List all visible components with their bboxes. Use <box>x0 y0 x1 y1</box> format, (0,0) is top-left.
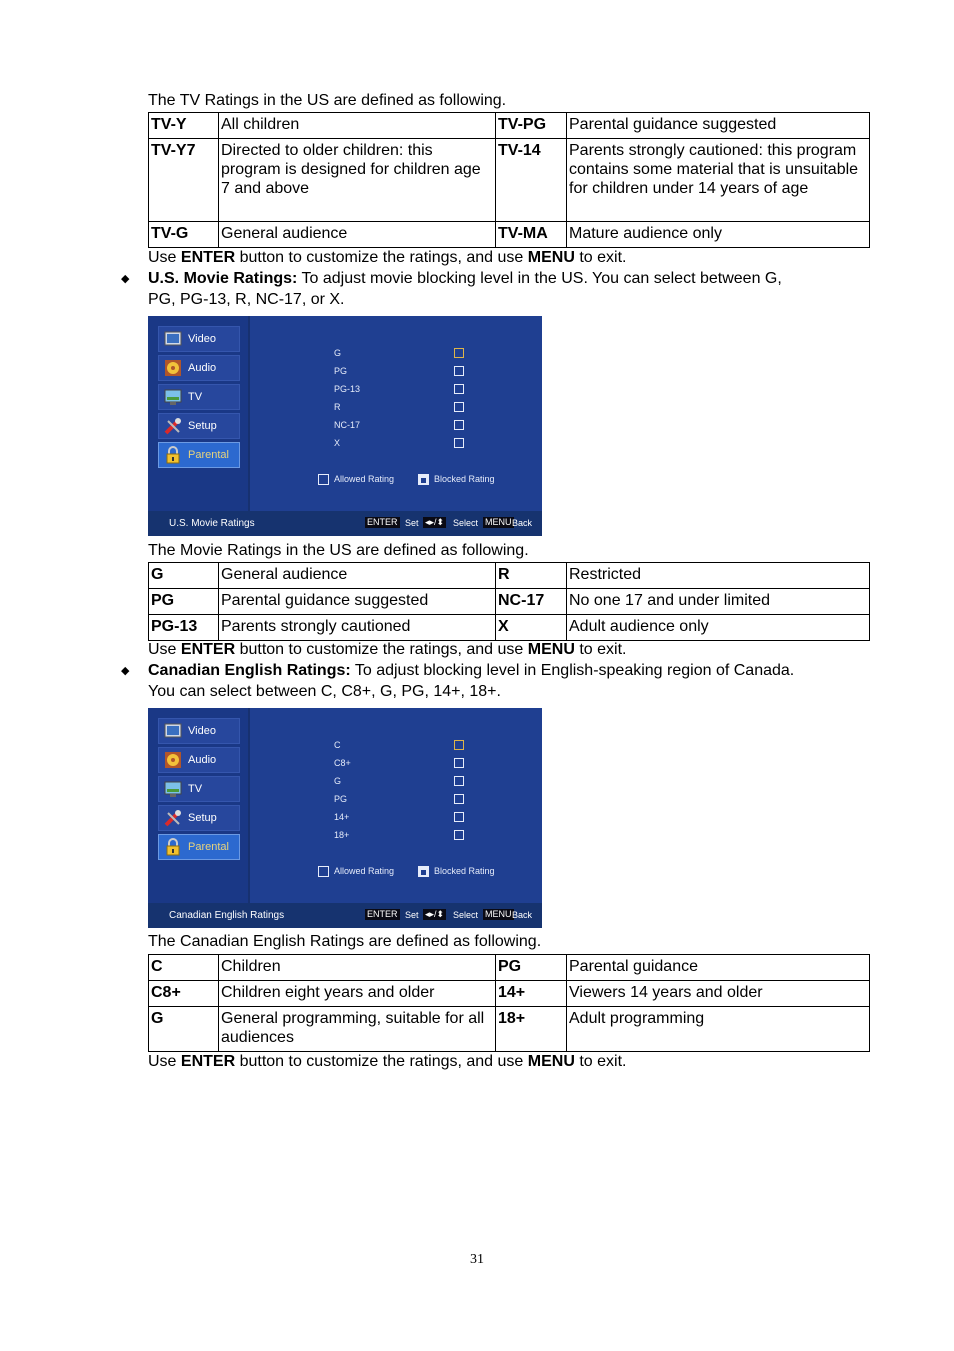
audio-icon <box>164 751 182 769</box>
rating-desc: Directed to older children: this program is designed for children age 7 and above <box>219 139 496 222</box>
rating-code: TV-PG <box>496 113 567 139</box>
rating-code: R <box>496 563 567 589</box>
rating-checkbox[interactable] <box>454 812 464 822</box>
menu-item-video[interactable]: Video <box>158 326 240 352</box>
rating-desc: All children <box>219 113 496 139</box>
bullet-icon: ◆ <box>121 665 130 677</box>
instruction-line: Use ENTER button to customize the ratings, and use MENU to exit. <box>148 641 627 658</box>
arrows-key-icon: ◂▸/⬍ <box>425 909 445 919</box>
canada-ratings-intro: The Canadian English Ratings are defined as following. <box>148 933 542 950</box>
rating-checkbox[interactable] <box>454 402 464 412</box>
instruction-line: Use ENTER button to customize the ratings, and use MENU to exit. <box>148 1053 627 1070</box>
canada-bullet-line2: You can select between C, C8+, G, PG, 14+, 18+. <box>148 683 501 700</box>
bullet-icon: ◆ <box>121 273 130 285</box>
rating-desc: Adult programming <box>567 1007 870 1052</box>
menu-key: MENU <box>485 909 512 919</box>
rating-option[interactable]: PG <box>334 794 348 804</box>
menu-item-setup[interactable]: Setup <box>158 805 240 831</box>
menu-item-tv[interactable]: TV <box>158 776 240 802</box>
osd-footer <box>148 903 542 928</box>
rating-option[interactable]: 18+ <box>334 830 350 840</box>
table-row <box>149 589 870 615</box>
rating-code: PG <box>496 955 567 981</box>
rating-option[interactable]: C8+ <box>334 758 351 768</box>
rating-code: PG-13 <box>149 615 219 641</box>
rating-checkbox[interactable] <box>454 776 464 786</box>
movie-bullet-line2: PG, PG-13, R, NC-17, or X. <box>148 291 345 308</box>
rating-desc: Restricted <box>567 563 870 589</box>
table-row <box>149 981 870 1007</box>
rating-desc: Parents strongly cautioned <box>219 615 496 641</box>
osd-title: Canadian English Ratings <box>169 910 285 921</box>
tv-ratings-intro: The TV Ratings in the US are defined as following. <box>148 92 507 109</box>
rating-checkbox[interactable] <box>454 438 464 448</box>
rating-option[interactable]: NC-17 <box>334 420 361 430</box>
rating-checkbox[interactable] <box>454 348 464 358</box>
rating-checkbox[interactable] <box>454 366 464 376</box>
allowed-box-icon <box>318 866 329 877</box>
arrows-key-icon: ◂▸/⬍ <box>425 517 445 527</box>
allowed-legend: Allowed Rating <box>334 474 395 484</box>
osd-sidebar <box>148 708 250 903</box>
rating-option[interactable]: PG <box>334 366 348 376</box>
movie-ratings-osd <box>148 316 542 536</box>
video-icon <box>164 330 182 348</box>
rating-option[interactable]: G <box>334 348 342 358</box>
blocked-lock-icon <box>418 866 429 877</box>
rating-checkbox[interactable] <box>454 794 464 804</box>
blocked-legend: Blocked Rating <box>434 866 495 876</box>
rating-desc: Parental guidance suggested <box>567 113 870 139</box>
menu-item-setup[interactable]: Setup <box>158 413 240 439</box>
canada-ratings-table <box>148 954 870 1052</box>
rating-desc: General audience <box>219 222 496 248</box>
rating-option[interactable]: C <box>334 740 341 750</box>
blocked-lock-icon <box>418 474 429 485</box>
rating-desc: Parental guidance <box>567 955 870 981</box>
lock-icon <box>164 446 182 464</box>
set-label: Set <box>405 518 419 528</box>
rating-option[interactable]: 14+ <box>334 812 350 822</box>
menu-item-parental[interactable]: Parental <box>158 442 240 468</box>
rating-code: G <box>149 563 219 589</box>
menu-item-parental[interactable]: Parental <box>158 834 240 860</box>
osd-title: U.S. Movie Ratings <box>169 518 255 529</box>
tv-ratings-table <box>148 112 870 248</box>
osd-sidebar <box>148 316 250 511</box>
allowed-legend: Allowed Rating <box>334 866 395 876</box>
rating-checkbox[interactable] <box>454 830 464 840</box>
rating-code: PG <box>149 589 219 615</box>
canada-ratings-osd <box>148 708 542 928</box>
select-label: Select <box>453 910 479 920</box>
rating-code: TV-G <box>149 222 219 248</box>
rating-option[interactable]: PG-13 <box>334 384 361 394</box>
rating-code: C <box>149 955 219 981</box>
select-label: Select <box>453 518 479 528</box>
rating-desc: Adult audience only <box>567 615 870 641</box>
rating-option[interactable]: G <box>334 776 342 786</box>
menu-key: MENU <box>485 517 512 527</box>
lock-icon <box>164 838 182 856</box>
canada-bullet-line1: Canadian English Ratings: To adjust blocking level in English-speaking region of Canada. <box>148 662 795 679</box>
audio-icon <box>164 359 182 377</box>
video-icon <box>164 722 182 740</box>
back-label: Back <box>512 518 533 528</box>
rating-checkbox[interactable] <box>454 740 464 750</box>
back-label: Back <box>512 910 533 920</box>
menu-item-audio[interactable]: Audio <box>158 355 240 381</box>
rating-option[interactable]: X <box>334 438 341 448</box>
table-row <box>149 563 870 589</box>
rating-code: TV-Y7 <box>149 139 219 222</box>
rating-code: 14+ <box>496 981 567 1007</box>
rating-desc: Children <box>219 955 496 981</box>
rating-option[interactable]: R <box>334 402 341 412</box>
rating-desc: Children eight years and older <box>219 981 496 1007</box>
rating-desc: Parents strongly cautioned: this program contains some material that is unsuitable for children under 14 years of age <box>567 139 870 222</box>
rating-checkbox[interactable] <box>454 384 464 394</box>
menu-item-tv[interactable]: TV <box>158 384 240 410</box>
table-row <box>149 222 870 248</box>
menu-item-video[interactable]: Video <box>158 718 240 744</box>
rating-code: G <box>149 1007 219 1052</box>
blocked-legend: Blocked Rating <box>434 474 495 484</box>
enter-key: ENTER <box>367 517 398 527</box>
set-label: Set <box>405 910 419 920</box>
osd-footer <box>148 511 542 536</box>
rating-code: X <box>496 615 567 641</box>
rating-checkbox[interactable] <box>454 420 464 430</box>
rating-desc: General audience <box>219 563 496 589</box>
rating-code: TV-Y <box>149 113 219 139</box>
table-row <box>149 615 870 641</box>
tools-icon <box>164 417 182 435</box>
rating-desc: Mature audience only <box>567 222 870 248</box>
rating-desc: Viewers 14 years and older <box>567 981 870 1007</box>
menu-item-audio[interactable]: Audio <box>158 747 240 773</box>
table-row <box>149 955 870 981</box>
movie-ratings-table <box>148 562 870 641</box>
rating-desc: Parental guidance suggested <box>219 589 496 615</box>
movie-bullet-line1: U.S. Movie Ratings: To adjust movie blocking level in the US. You can select between G, <box>148 270 782 287</box>
tools-icon <box>164 809 182 827</box>
rating-code: TV-14 <box>496 139 567 222</box>
table-row <box>149 1007 870 1052</box>
rating-code: NC-17 <box>496 589 567 615</box>
instruction-line: Use ENTER button to customize the ratings, and use MENU to exit. <box>148 249 627 266</box>
movie-ratings-intro: The Movie Ratings in the US are defined as following. <box>148 542 529 559</box>
enter-key: ENTER <box>367 909 398 919</box>
rating-code: C8+ <box>149 981 219 1007</box>
rating-code: 18+ <box>496 1007 567 1052</box>
tv-icon <box>164 780 182 798</box>
table-row <box>149 113 870 139</box>
rating-code: TV-MA <box>496 222 567 248</box>
table-row <box>149 139 870 222</box>
allowed-box-icon <box>318 474 329 485</box>
tv-icon <box>164 388 182 406</box>
page-number: 31 <box>470 1252 484 1267</box>
rating-checkbox[interactable] <box>454 758 464 768</box>
rating-desc: No one 17 and under limited <box>567 589 870 615</box>
rating-desc: General programming, suitable for all audiences <box>219 1007 496 1052</box>
